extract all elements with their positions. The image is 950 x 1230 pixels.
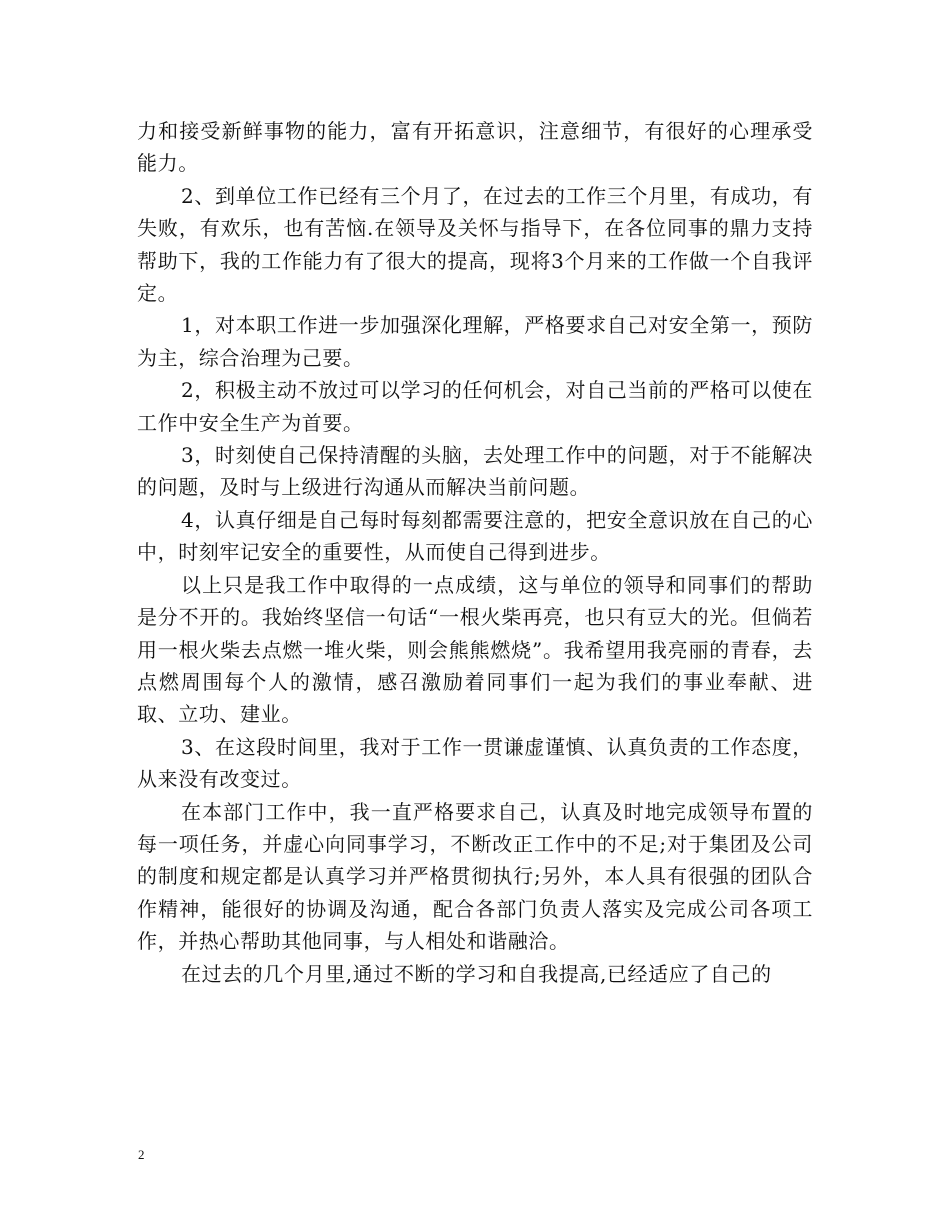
paragraph: 在本部门工作中，我一直严格要求自己，认真及时地完成领导布置的每一项任务，并虚心向同事学习，不断改正工作中的不足;对于集团及公司的制度和规定都是认真学习并严格贯彻执行;另外，本人具有很强的团队合作精神，能很好的协调及沟通，配合各部门负责人落实及完成公司各项工作，并热心帮助其他同事，与人相处和谐融洽。 [137,799,813,954]
paragraph: 2、到单位工作已经有三个月了，在过去的工作三个月里，有成功，有失败，有欢乐，也有苦恼.在领导及关怀与指导下，在各位同事的鼎力支持帮助下，我的工作能力有了很大的提高，现将3个月来的工作做一个自我评定。 [137,183,813,306]
page-number: 2 [138,1147,145,1162]
paragraph: 1，对本职工作进一步加强深化理解，严格要求自己对安全第一，预防为主，综合治理为己要。 [137,313,813,370]
paragraph: 4，认真仔细是自己每时每刻都需要注意的，把安全意识放在自己的心中，时刻牢记安全的重要性，从而使自己得到进步。 [137,507,813,565]
paragraph: 3，时刻使自己保持清醒的头脑，去处理工作中的问题，对于不能解决的问题，及时与上级进行沟通从而解决当前问题。 [137,443,813,500]
document-body [137,115,813,990]
paragraph: 3、在这段时间里，我对于工作一贯谦虚谨慎、认真负责的工作态度，从来没有改变过。 [137,734,813,792]
paragraph: 力和接受新鲜事物的能力，富有开拓意识，注意细节，有很好的心理承受能力。 [137,119,813,176]
paragraph: 2，积极主动不放过可以学习的任何机会，对自己当前的严格可以使在工作中安全生产为首要。 [137,378,813,435]
paragraph: 在过去的几个月里,通过不断的学习和自我提高,已经适应了自己的 [181,961,772,986]
paragraph: 以上只是我工作中取得的一点成绩，这与单位的领导和同事们的帮助是分不开的。我始终坚信一句话“一根火柴再亮，也只有豆大的光。但倘若用一根火柴去点燃一堆火柴，则会熊熊燃烧”。我希望用我亮丽的青春，去点燃周围每个人的激情，感召激励着同事们一起为我们的事业奉献、进取、立功、建业。 [137,572,813,727]
